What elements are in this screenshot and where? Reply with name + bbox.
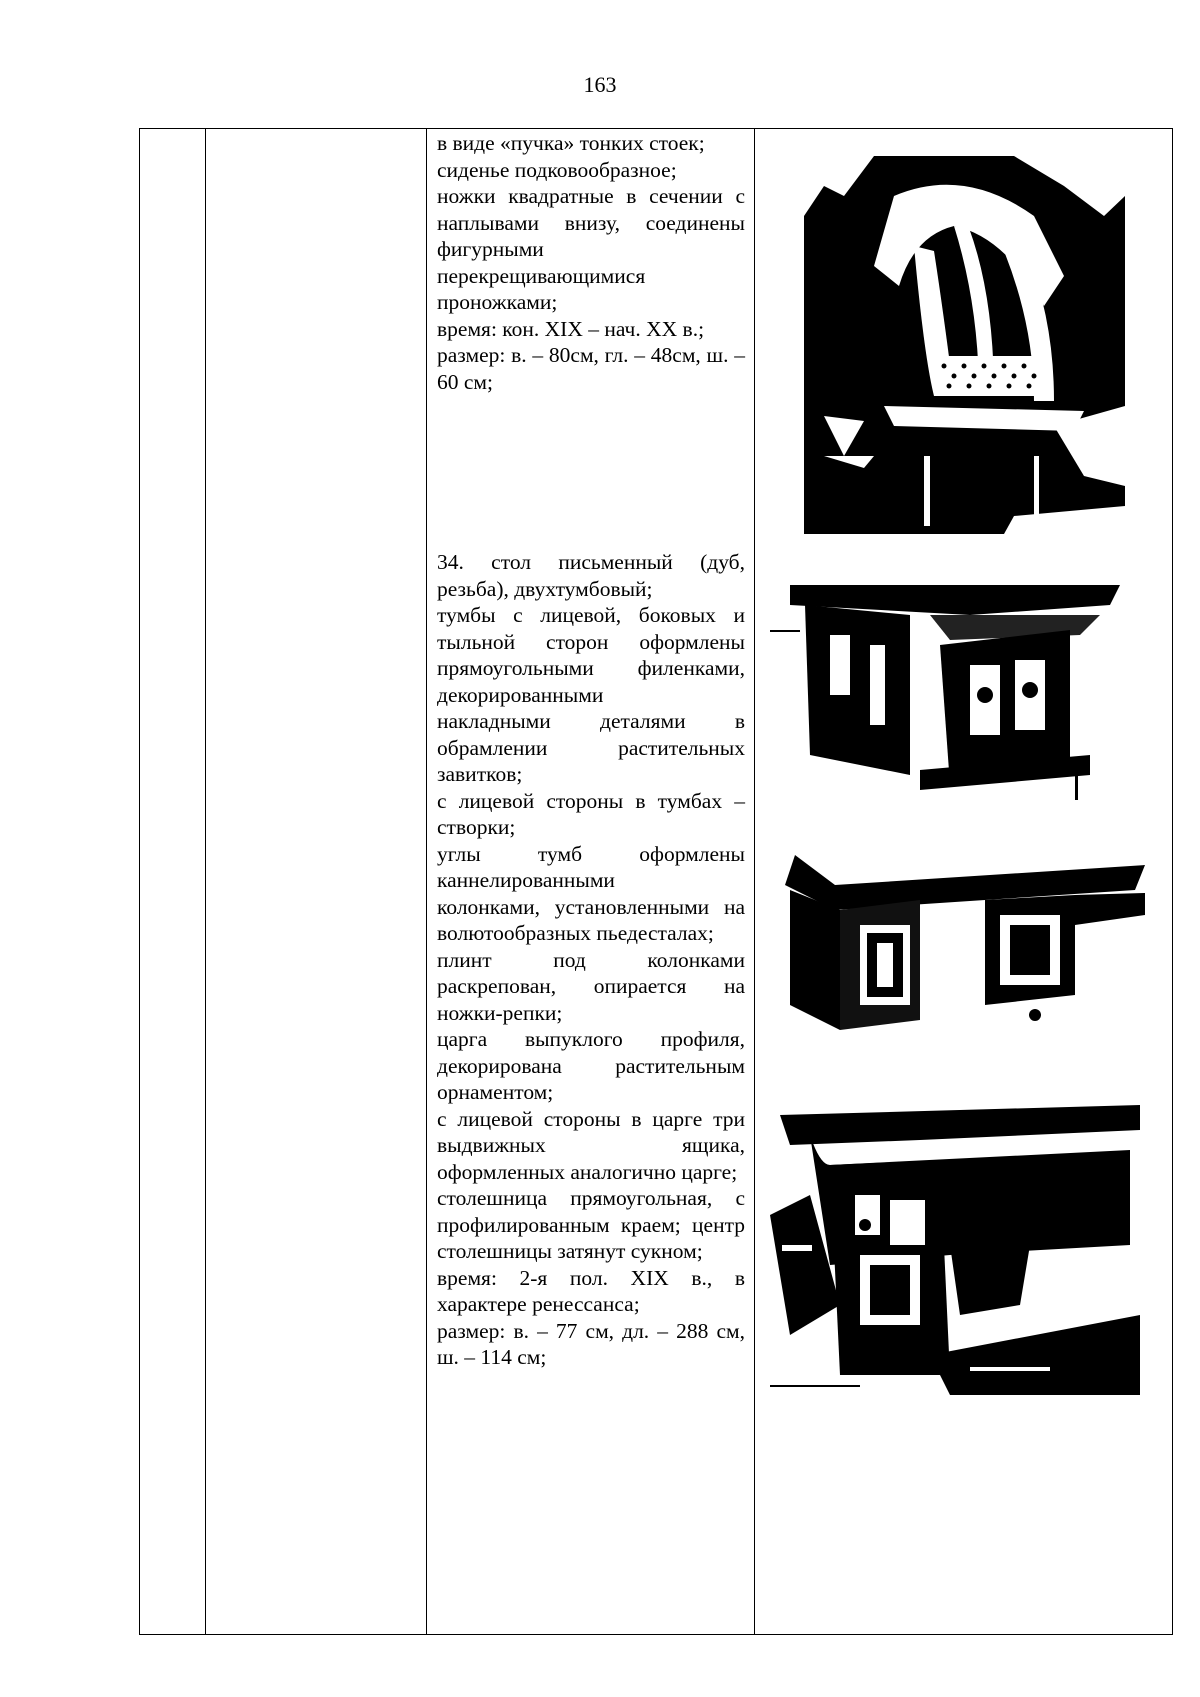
description-line: ножки квадратные в сечении с наплывами внизу, соединены фигурными перекрещивающимися проножками; [437, 184, 745, 314]
description-line: с лицевой стороны в царге три выдвижных ящика, оформленных аналогично царге; [437, 1106, 745, 1184]
description-line: время: 2-я пол. XIX в., в характере ренессанса; [437, 1265, 745, 1316]
description-line: плинт под колонками раскрепован, опирается на ножки-репки; [437, 947, 745, 1025]
entry-34-description [437, 549, 745, 1371]
description-line: 34. стол письменный (дуб, резьба), двухтумбовый; [437, 550, 745, 601]
description-line: углы тумб оформлены каннелированными [437, 841, 745, 892]
column-divider-3 [754, 128, 755, 1635]
description-line: с лицевой стороны в тумбах – створки; [437, 788, 745, 839]
description-line: размер: в. – 80см, гл. – 48см, ш. – 60 см; [437, 343, 745, 394]
column-divider-2 [426, 128, 427, 1635]
page-number: 163 [583, 72, 617, 97]
description-line: размер: в. – 77 см, дл. – 288 см, ш. – 114 см; [437, 1318, 745, 1369]
description-line: столешница прямоугольная, с профилированным краем; центр столешницы затянут сукном; [437, 1186, 745, 1263]
entry-continued-description [437, 130, 745, 395]
desk-photo-side [775, 855, 1145, 1035]
description-line: накладными деталями в обрамлении растительных завитков; [437, 709, 745, 786]
description-line: царга выпуклого профиля, декорирована растительным орнаментом; [437, 1027, 745, 1104]
description-line: тумбы с лицевой, боковых и тыльной сторон оформлены прямоугольными филенками, декорированными [437, 603, 745, 707]
column-divider-1 [205, 128, 206, 1635]
description-line: в виде «пучка» тонких стоек; [437, 131, 705, 155]
desk-photo-front [770, 575, 1130, 805]
description-line: время: кон. XIX – нач. XX в.; [437, 316, 705, 341]
armchair-photo [804, 156, 1125, 534]
desk-photo-detail [770, 1105, 1140, 1395]
description-line: колонками, установленными на волютообразных пьедесталах; [437, 894, 745, 945]
description-line: сиденье подковообразное; [437, 157, 677, 182]
